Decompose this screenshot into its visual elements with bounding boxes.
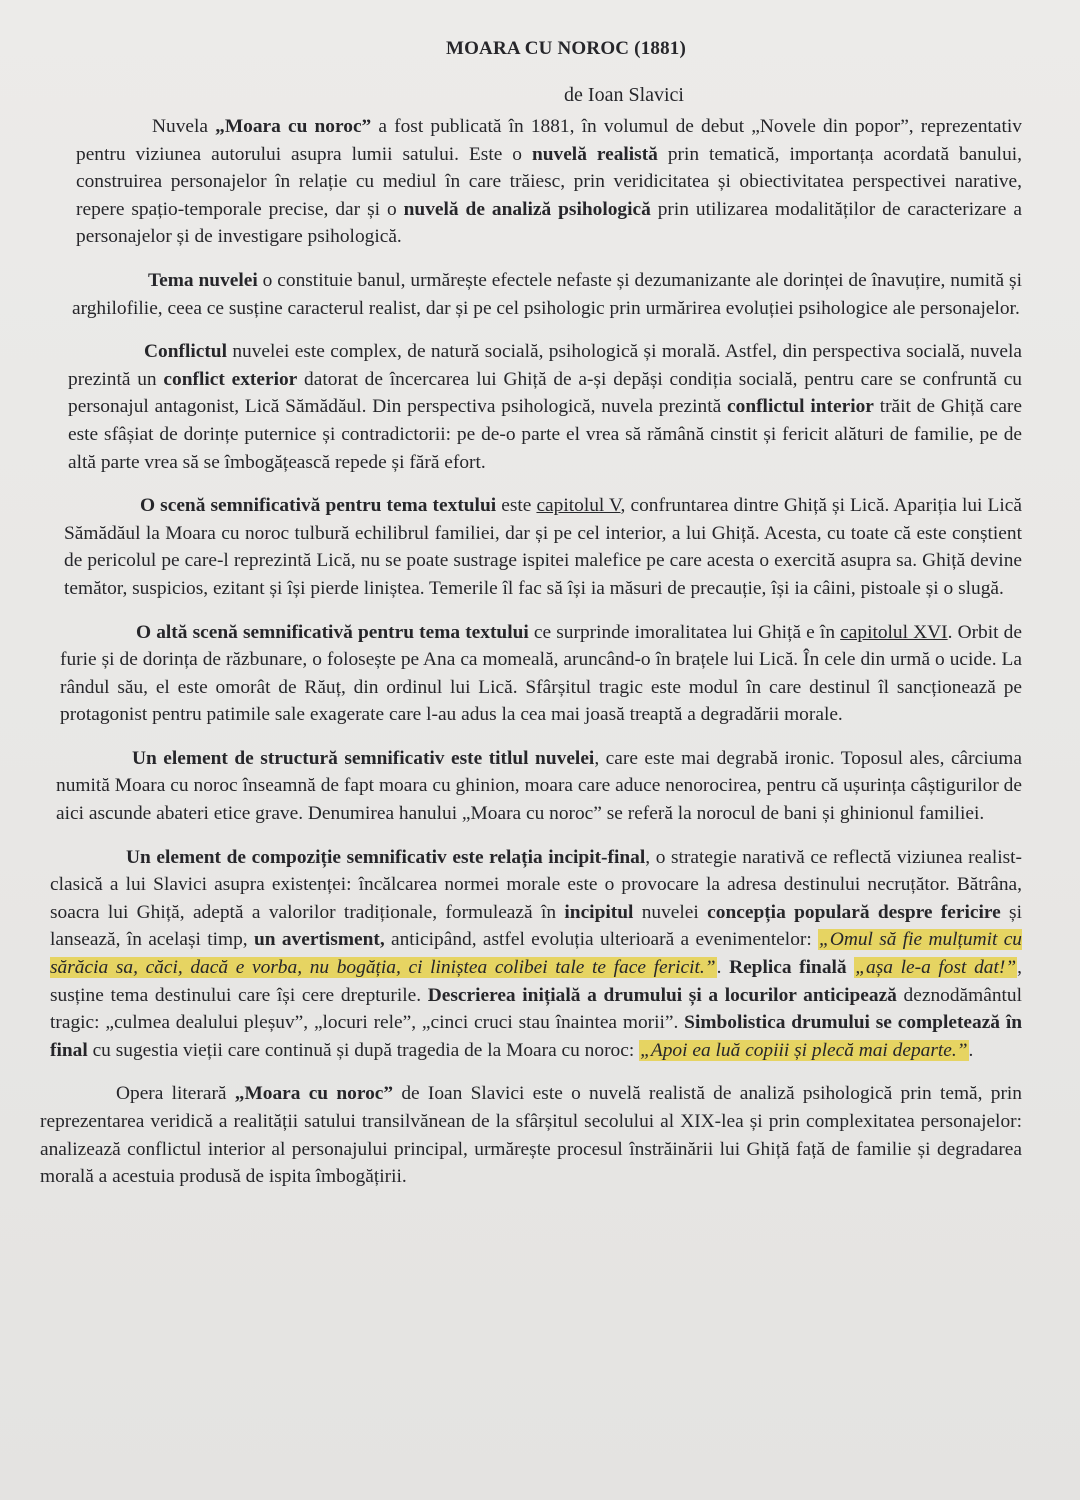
text-run: nuvelei este complex, de natură socială, psihologică și morală. Astfel, din perspectiva socială, nuvela prezintă un xyxy=(68,341,1022,390)
text-run: o constituie banul, urmărește efectele nefaste și dezumanizante ale dorinței de înavuțire, numită și arghilofilie, ceea ce susține caracterul realist, dar și pe cel psihologic prin urmărirea evoluției psihologice ale personajelor. xyxy=(72,269,1022,319)
bold-run: Conflictul xyxy=(144,341,227,363)
paragraph-conclusion xyxy=(40,1080,1022,1190)
underlined-run: capitolul XVI xyxy=(840,621,948,643)
bold-run: „Moara cu noroc” xyxy=(234,1083,394,1105)
text-run: , care este mai degrabă ironic. Toposul ales, cârciuma numită Moara cu noroc înseamnă de fapt moara cu ghinion, moara care aduce nenorocirea, pentru că ușurința câștigurilor de aici ascunde abateri etice grave. Denumirea hanului „Moara cu noroc” se referă la norocul de bani și ghinionul familiei. xyxy=(56,747,1022,825)
bold-run: O altă scenă semnificativă pentru tema textului xyxy=(136,621,529,643)
text-run: . xyxy=(968,1039,974,1061)
bold-run: Tema nuvelei xyxy=(148,269,258,291)
text-run: Opera literară xyxy=(116,1083,235,1105)
bold-run: incipitul xyxy=(564,901,634,923)
paragraph-scene-two xyxy=(60,619,1022,729)
text-run: prin tematică, importanța acordată banului, construirea personajelor în relație cu mediul în care trăiesc, prin veridicitatea și obiectivitatea perspectivei narative, repere spațio-temporale precise, dar și o xyxy=(76,143,1023,220)
highlighted-quote: „Omul să fie mulțumit cu sărăcia sa, căci, dacă e vorba, nu bogăția, ci liniștea colibei tale te face fericit.” xyxy=(50,929,1022,979)
bold-run: O scenă semnificativă pentru tema textului xyxy=(140,495,497,517)
text-run: trăit de Ghiță care este sfâșiat de dorințe puternice și contradictorii: pe de-o parte el vrea să rămână cinstit și fericit alături de familie, pe de altă parte vrea să se îmbogățească repede și fără efort. xyxy=(68,396,1022,473)
text-run: anticipând, astfel evoluția ulterioară a evenimentelor: xyxy=(384,929,819,951)
highlighted-quote: „așa le-a fost dat!” xyxy=(855,957,1017,979)
bold-run: nuvelă de analiză psihologică xyxy=(403,198,651,220)
text-run: este xyxy=(496,495,537,517)
text-run: cu sugestia vieții care continuă și după tragedia de la Moara cu noroc: xyxy=(87,1039,640,1061)
paragraph-conflict xyxy=(68,338,1022,476)
bold-run: Replica finală xyxy=(729,957,847,979)
paragraph-introduction xyxy=(76,113,1022,251)
text-run: și lansează, în același timp, xyxy=(50,901,1022,951)
document-author: de Ioan Slavici xyxy=(564,84,684,106)
text-run: nuvelei xyxy=(633,901,708,923)
text-run: . Orbit de furie și de dorința de răzbunare, o folosește pe Ana ca momeală, aruncând-o în brațele lui Lică. În cele din urmă o ucide. La rândul său, el este omorât de Răuț, din ordinul lui Lică. Sfârșitul tragic este modul în care destinul îl sancționează pe protagonist pentru patimile sale exagerate care l-au adus la cea mai joasă treaptă a degradării morale. xyxy=(60,621,1022,726)
underlined-run: capitolul V xyxy=(536,495,621,517)
text-run: , susține tema destinului care își cere drepturile. xyxy=(50,957,1022,1006)
text-run: de Ioan Slavici este o nuvelă realistă de analiză psihologică prin temă, prin reprezentarea veridică a realității satului transilvănean de la sfârșitul secolului al XIX-lea și prin complexitatea personajelor: analizează conflictul interior al personajului principal, urmărește procesul înstrăinării lui Ghiță față de familie și degradarea morală a acestuia produsă de ispita îmbogățirii. xyxy=(40,1083,1022,1188)
bold-run: nuvelă realistă xyxy=(531,143,658,165)
highlighted-quote: „Apoi ea luă copiii și plecă mai departe.” xyxy=(640,1039,968,1061)
bold-run: conflictul interior xyxy=(727,396,874,418)
text-run: a fost publicată în 1881, în volumul de debut „Novele din popor”, reprezentativ pentru viziunea autorului asupra lumii satului. Este o xyxy=(76,116,1022,165)
text-run: Nuvela xyxy=(152,116,216,137)
text-run: . xyxy=(716,957,730,979)
bold-run: un avertisment, xyxy=(253,929,385,951)
text-run: deznodământul tragic: „culmea dealului pleșuv”, „locuri rele”, „cinci cruci stau înaintea morii”. xyxy=(50,984,1022,1034)
document-title: MOARA CU NOROC (1881) xyxy=(445,38,687,59)
bold-run: Descrierea inițială a drumului și a locurilor anticipează xyxy=(427,984,897,1006)
bold-run: Un element de structură semnificativ este titlul nuvelei xyxy=(132,747,595,769)
paragraph-title-analysis xyxy=(56,745,1022,828)
bold-run: Un element de compoziție semnificativ este relația incipit-final xyxy=(126,846,646,868)
text-run: , confruntarea dintre Ghiță și Lică. Apariția lui Lică Sămădăul la Moara cu noroc tulbură echilibrul familiei, dar și pe cel interior, a lui Ghiță. Acesta, cu toate că este conștient de pericolul pe care-l reprezintă Lică, nu se poate sustrage ispitei malefice pe care acesta o exercită asupra sa. Ghiță devine temător, suspicios, ezitant și își pierde liniștea. Temerile îl fac să își ia măsuri de precauție, își ia câini, pistoale și o slugă. xyxy=(64,495,1022,599)
text-run: datorat de încercarea lui Ghiță de a-și depăși condiția socială, pentru care se confruntă cu personajul antagonist, Lică Sămădăul. Din perspectiva psihologică, nuvela prezintă xyxy=(68,368,1023,418)
paragraph-theme xyxy=(72,267,1022,322)
paragraph-incipit-final xyxy=(50,844,1022,1065)
text-run: , o strategie narativă ce reflectă viziunea realist-clasică a lui Slavici asupra existenței: încălcarea normei morale este o provocare la adresa destinului necruțător. Bătrâna, soacra lui Ghiță, adeptă a valorilor tradiționale, formulează în xyxy=(50,846,1022,923)
paragraph-scene-one xyxy=(64,492,1022,602)
bold-run: Simbolistica drumului se completează în final xyxy=(50,1012,1022,1061)
text-run: ce surprinde imoralitatea lui Ghiță e în xyxy=(528,621,841,643)
bold-run: „Moara cu noroc” xyxy=(215,116,372,137)
bold-run: conflict exterior xyxy=(163,368,298,390)
bold-run: concepția populară despre fericire xyxy=(707,901,1001,923)
text-run: prin utilizarea modalităților de caracterizare a personajelor și de investigare psihologică. xyxy=(76,198,1022,248)
